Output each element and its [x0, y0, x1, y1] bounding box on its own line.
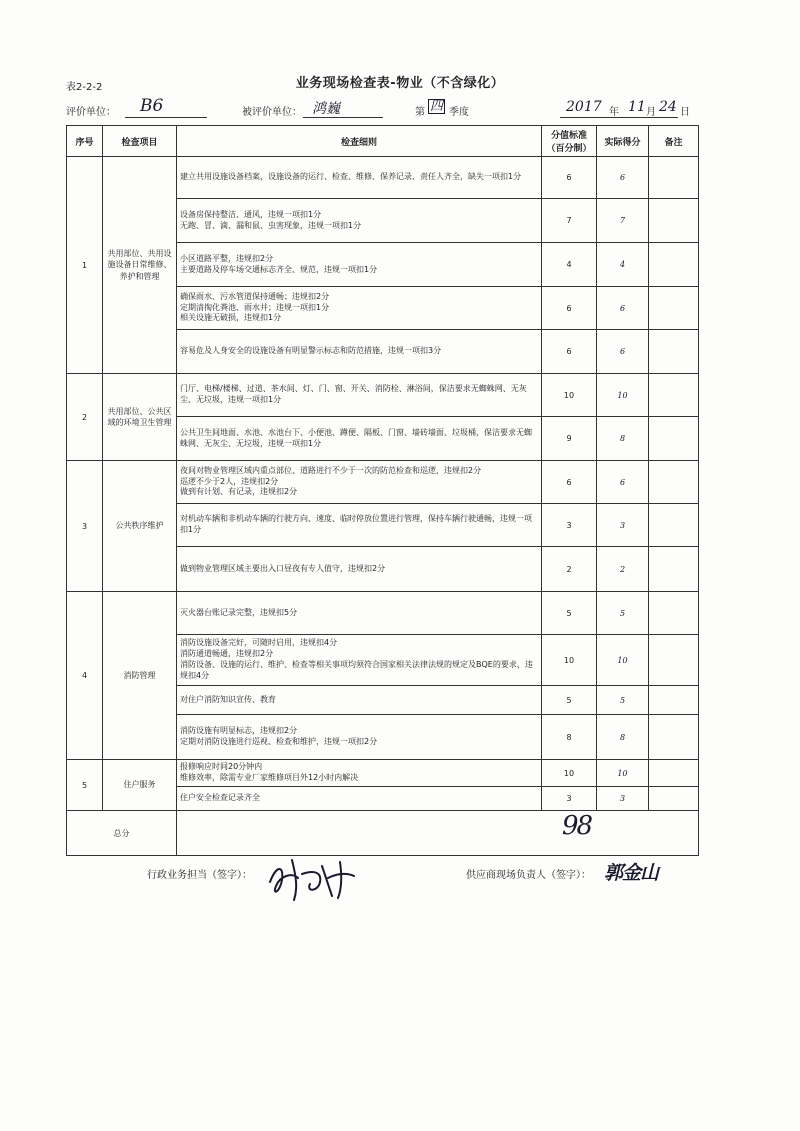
standard-cell: 7 [542, 199, 597, 243]
score-cell: 10 [597, 635, 649, 686]
score-cell: 8 [597, 417, 649, 461]
section-no: 1 [67, 157, 103, 374]
standard-cell: 5 [542, 592, 597, 635]
standard-cell: 6 [542, 157, 597, 199]
total-value: 98 [562, 811, 592, 841]
detail-cell [177, 287, 542, 330]
remark-cell [649, 287, 699, 330]
remark-cell [649, 157, 699, 199]
evaluator-value: B6 [140, 96, 164, 116]
detail-line: 公共卫生间地面、水池、水池台下、小便池、蹲便、隔板、门窗、墙砖墙面、垃圾桶，保洁要求无蜘蛛网、无灰尘、无垃圾，违规一项扣1分 [180, 427, 532, 448]
remark-cell [649, 461, 699, 504]
score-cell: 7 [597, 199, 649, 243]
detail-cell [177, 243, 542, 287]
score-cell: 6 [597, 157, 649, 199]
detail-line: 容易危及人身安全的设施设备有明显警示标志和防范措施，违规一项扣3分 [180, 346, 442, 356]
standard-cell: 10 [542, 635, 597, 686]
detail-cell [177, 417, 542, 461]
remark-cell [649, 504, 699, 547]
supplier-signature-label: 供应商现场负责人（签字）： [466, 870, 591, 881]
date-year: 2017 [566, 99, 602, 115]
detail-line: 对机动车辆和非机动车辆的行驶方向、速度、临时停放位置进行管理，保持车辆行驶通畅，违规一项扣1分 [180, 514, 532, 534]
table-row [67, 461, 699, 504]
section-no: 2 [67, 374, 103, 461]
evaluatee-value: 鸿巍 [312, 101, 340, 117]
score-cell: 10 [597, 760, 649, 787]
col-detail-header: 检查细则 [177, 126, 542, 157]
score-cell: 2 [597, 547, 649, 592]
detail-cell [177, 157, 542, 199]
score-cell: 3 [597, 504, 649, 547]
remark-cell [649, 760, 699, 787]
remark-cell [649, 547, 699, 592]
detail-line: 定期对消防设施进行巡视、检查和维护，违规一项扣2分 [180, 737, 378, 746]
date-month: 11 [628, 99, 646, 115]
score-cell: 5 [597, 686, 649, 715]
col-score-header: 实际得分 [597, 126, 649, 157]
score-cell: 4 [597, 243, 649, 287]
standard-cell: 6 [542, 287, 597, 330]
detail-line: 无跑、冒、滴、漏和鼠、虫害现象，违规一项扣1分 [180, 220, 362, 230]
standard-cell: 4 [542, 243, 597, 287]
evaluator-underline [125, 117, 207, 118]
supplier-signature: 郭金山 [604, 862, 659, 884]
detail-line: 灭火器台账记录完整，违规扣5分 [180, 607, 298, 617]
detail-line: 主要道路及停车场交通标志齐全、规范，违规一项扣1分 [180, 264, 378, 274]
detail-line: 定期清掏化粪池、雨水井；违规一项扣1分 [180, 302, 330, 312]
remark-cell [649, 686, 699, 715]
section-name: 共用部位、公共区域的环境卫生管理 [103, 374, 177, 461]
detail-cell [177, 504, 542, 547]
detail-line: 消防设施设备完好，可随时启用，违规扣4分 [180, 638, 338, 648]
score-cell: 6 [597, 461, 649, 504]
standard-cell: 2 [542, 547, 597, 592]
remark-cell [649, 787, 699, 811]
remark-cell [649, 417, 699, 461]
standard-cell: 10 [542, 760, 597, 787]
standard-cell: 3 [542, 787, 597, 811]
score-cell: 10 [597, 374, 649, 417]
section-no: 5 [67, 760, 103, 811]
detail-cell [177, 199, 542, 243]
detail-line: 消防设施有明显标志，违规扣2分 [180, 726, 298, 736]
standard-cell: 3 [542, 504, 597, 547]
detail-cell [177, 374, 542, 417]
detail-line: 消防设备、设施的运行、维护、检查等相关事项均须符合国家相关法律法规的规定及BQE的要求，违规扣4分 [180, 660, 533, 680]
table-row [67, 157, 699, 199]
detail-line: 对住户消防知识宣传、教育 [180, 694, 276, 704]
quarter-suffix: 季度 [449, 107, 469, 118]
standard-cell: 9 [542, 417, 597, 461]
score-cell: 5 [597, 592, 649, 635]
detail-line: 门厅、电梯/楼梯、过道、茶水间、灯、门、窗、开关、消防栓、淋浴间，保洁要求无蜘蛛网、无灰尘、无垃圾，违规一项扣1分 [180, 384, 527, 404]
detail-line: 消防通道畅通，违规扣2分 [180, 649, 274, 659]
inspection-table [66, 125, 699, 856]
score-cell: 8 [597, 715, 649, 760]
detail-line: 小区道路平整，违规扣2分 [180, 253, 274, 263]
detail-line: 设备房保持整洁、通风，违规一项扣1分 [180, 209, 322, 219]
detail-line: 做到有计划、有记录，违规扣2分 [180, 487, 298, 497]
detail-cell [177, 592, 542, 635]
remark-cell [649, 243, 699, 287]
detail-cell [177, 760, 542, 787]
col-no-header: 序号 [67, 126, 103, 157]
page-title: 业务现场检查表-物业（不含绿化） [295, 76, 505, 91]
date-day-suffix: 日 [680, 107, 690, 118]
col-remark-header: 备注 [649, 126, 699, 157]
score-cell: 6 [597, 287, 649, 330]
table-row [67, 760, 699, 787]
col-standard-header: 分值标准（百分制） [542, 126, 597, 157]
quarter-value: 四 [430, 99, 444, 114]
detail-line: 夜间对物业管理区域内重点部位、道路进行不少于一次的防范检查和巡逻，违规扣2分 [180, 465, 482, 475]
detail-cell [177, 635, 542, 686]
section-name: 消防管理 [103, 592, 177, 760]
score-cell: 6 [597, 330, 649, 374]
total-row [67, 811, 699, 856]
detail-line: 做到物业管理区域主要出入口昼夜有专人值守，违规扣2分 [180, 563, 386, 573]
date-year-suffix: 年 [609, 107, 619, 118]
detail-line: 相关设施无破损，违规扣1分 [180, 313, 282, 323]
section-no: 4 [67, 592, 103, 760]
detail-line: 确保雨水、污水管道保持通畅；违规扣2分 [180, 291, 330, 301]
detail-cell [177, 330, 542, 374]
col-item-header: 检查项目 [103, 126, 177, 157]
standard-cell: 10 [542, 374, 597, 417]
section-name: 住户服务 [103, 760, 177, 811]
admin-signature-label: 行政业务担当（签字）： [147, 870, 252, 881]
detail-cell [177, 787, 542, 811]
form-code: 表2-2-2 [66, 82, 103, 93]
remark-cell [649, 374, 699, 417]
detail-cell [177, 686, 542, 715]
remark-cell [649, 199, 699, 243]
total-value-cell [177, 811, 699, 856]
score-cell: 3 [597, 787, 649, 811]
table-row [67, 374, 699, 417]
remark-cell [649, 715, 699, 760]
section-name: 共用部位、共用设施设备日常维修、养护和管理 [103, 157, 177, 374]
date-month-suffix: 月 [646, 107, 656, 118]
remark-cell [649, 330, 699, 374]
remark-cell [649, 592, 699, 635]
section-name: 公共秩序维护 [103, 461, 177, 592]
detail-line: 维修效率，除需专业厂家维修项目外12小时内解决 [180, 773, 359, 782]
standard-cell: 6 [542, 461, 597, 504]
detail-line: 建立共用设施设备档案，设施设备的运行、检查、维修、保养记录、责任人齐全，缺失一项扣1分 [180, 172, 522, 182]
table-row [67, 592, 699, 635]
detail-cell [177, 715, 542, 760]
remark-cell [649, 635, 699, 686]
evaluator-label: 评价单位： [66, 107, 116, 118]
admin-signature [262, 852, 362, 904]
standard-cell: 6 [542, 330, 597, 374]
date-underline [560, 117, 678, 118]
detail-line: 住户安全检查记录齐全 [180, 793, 260, 803]
total-label: 总分 [67, 811, 177, 856]
evaluatee-label: 被评价单位： [242, 107, 302, 118]
standard-cell: 8 [542, 715, 597, 760]
table-header-row [67, 126, 699, 157]
section-no: 3 [67, 461, 103, 592]
detail-line: 巡逻不少于2人，违规扣2分 [180, 476, 279, 486]
standard-cell: 5 [542, 686, 597, 715]
detail-cell [177, 461, 542, 504]
detail-cell [177, 547, 542, 592]
detail-line: 报修响应时间20分钟内 [180, 762, 263, 772]
date-day: 24 [659, 99, 677, 115]
quarter-prefix: 第 [415, 107, 425, 118]
